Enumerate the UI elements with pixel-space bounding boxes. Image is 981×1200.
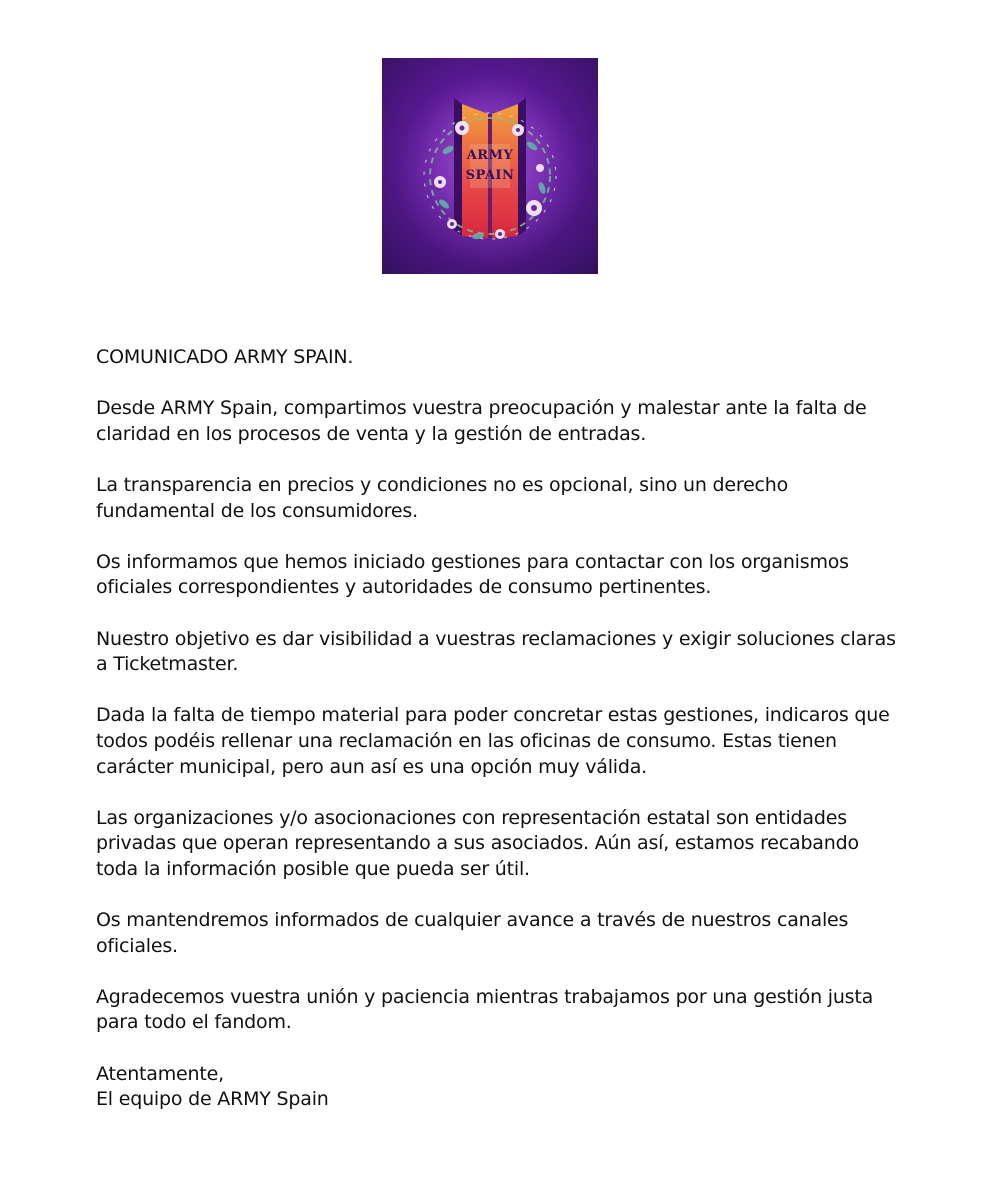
letter-paragraph: La transparencia en precios y condiciones no es opcional, sino un derecho fundamental de los consumidores.: [96, 473, 789, 522]
logo-artwork: [382, 58, 598, 274]
letter-paragraph: Dada la falta de tiempo material para poder concretar estas gestiones, indicaros que todos podéis rellenar una reclamación en las oficinas de consumo. Estas tienen carácter municipal, pero aun así es una opción muy válida.: [96, 704, 890, 778]
logo-text-army: ARMY: [466, 148, 514, 163]
letter-title: COMUNICADO ARMY SPAIN.: [96, 346, 354, 368]
letter-paragraph: Las organizaciones y/o asocionaciones con representación estatal son entidades privadas que operan representando a sus asociados. Aún así, estamos recabando toda la información posible que pueda ser útil.: [96, 806, 859, 880]
letter-signature: El equipo de ARMY Spain: [96, 1088, 329, 1111]
army-spain-logo: [382, 58, 598, 274]
letter-paragraph: Desde ARMY Spain, compartimos vuestra preocupación y malestar ante la falta de claridad en los procesos de venta y la gestión de entradas.: [96, 397, 867, 445]
letter-paragraph: Os mantendremos informados de cualquier avance a través de nuestros canales oficiales.: [96, 909, 849, 957]
letter-paragraph: Os informamos que hemos iniciado gestiones para contactar con los organismos oficiales correspondientes y autoridades de consumo pertinentes.: [96, 550, 849, 599]
statement-letter: [96, 345, 896, 1113]
letter-closing: Atentamente,: [96, 1062, 224, 1085]
letter-paragraph: Nuestro objetivo es dar visibilidad a vuestras reclamaciones y exigir soluciones claras a Ticketmaster.: [96, 627, 896, 676]
logo-text-spain: SPAIN: [465, 168, 515, 183]
letter-signoff: [96, 1062, 896, 1113]
letter-paragraph: Agradecemos vuestra unión y paciencia mientras trabajamos por una gestión justa para todo el fandom.: [96, 985, 874, 1034]
